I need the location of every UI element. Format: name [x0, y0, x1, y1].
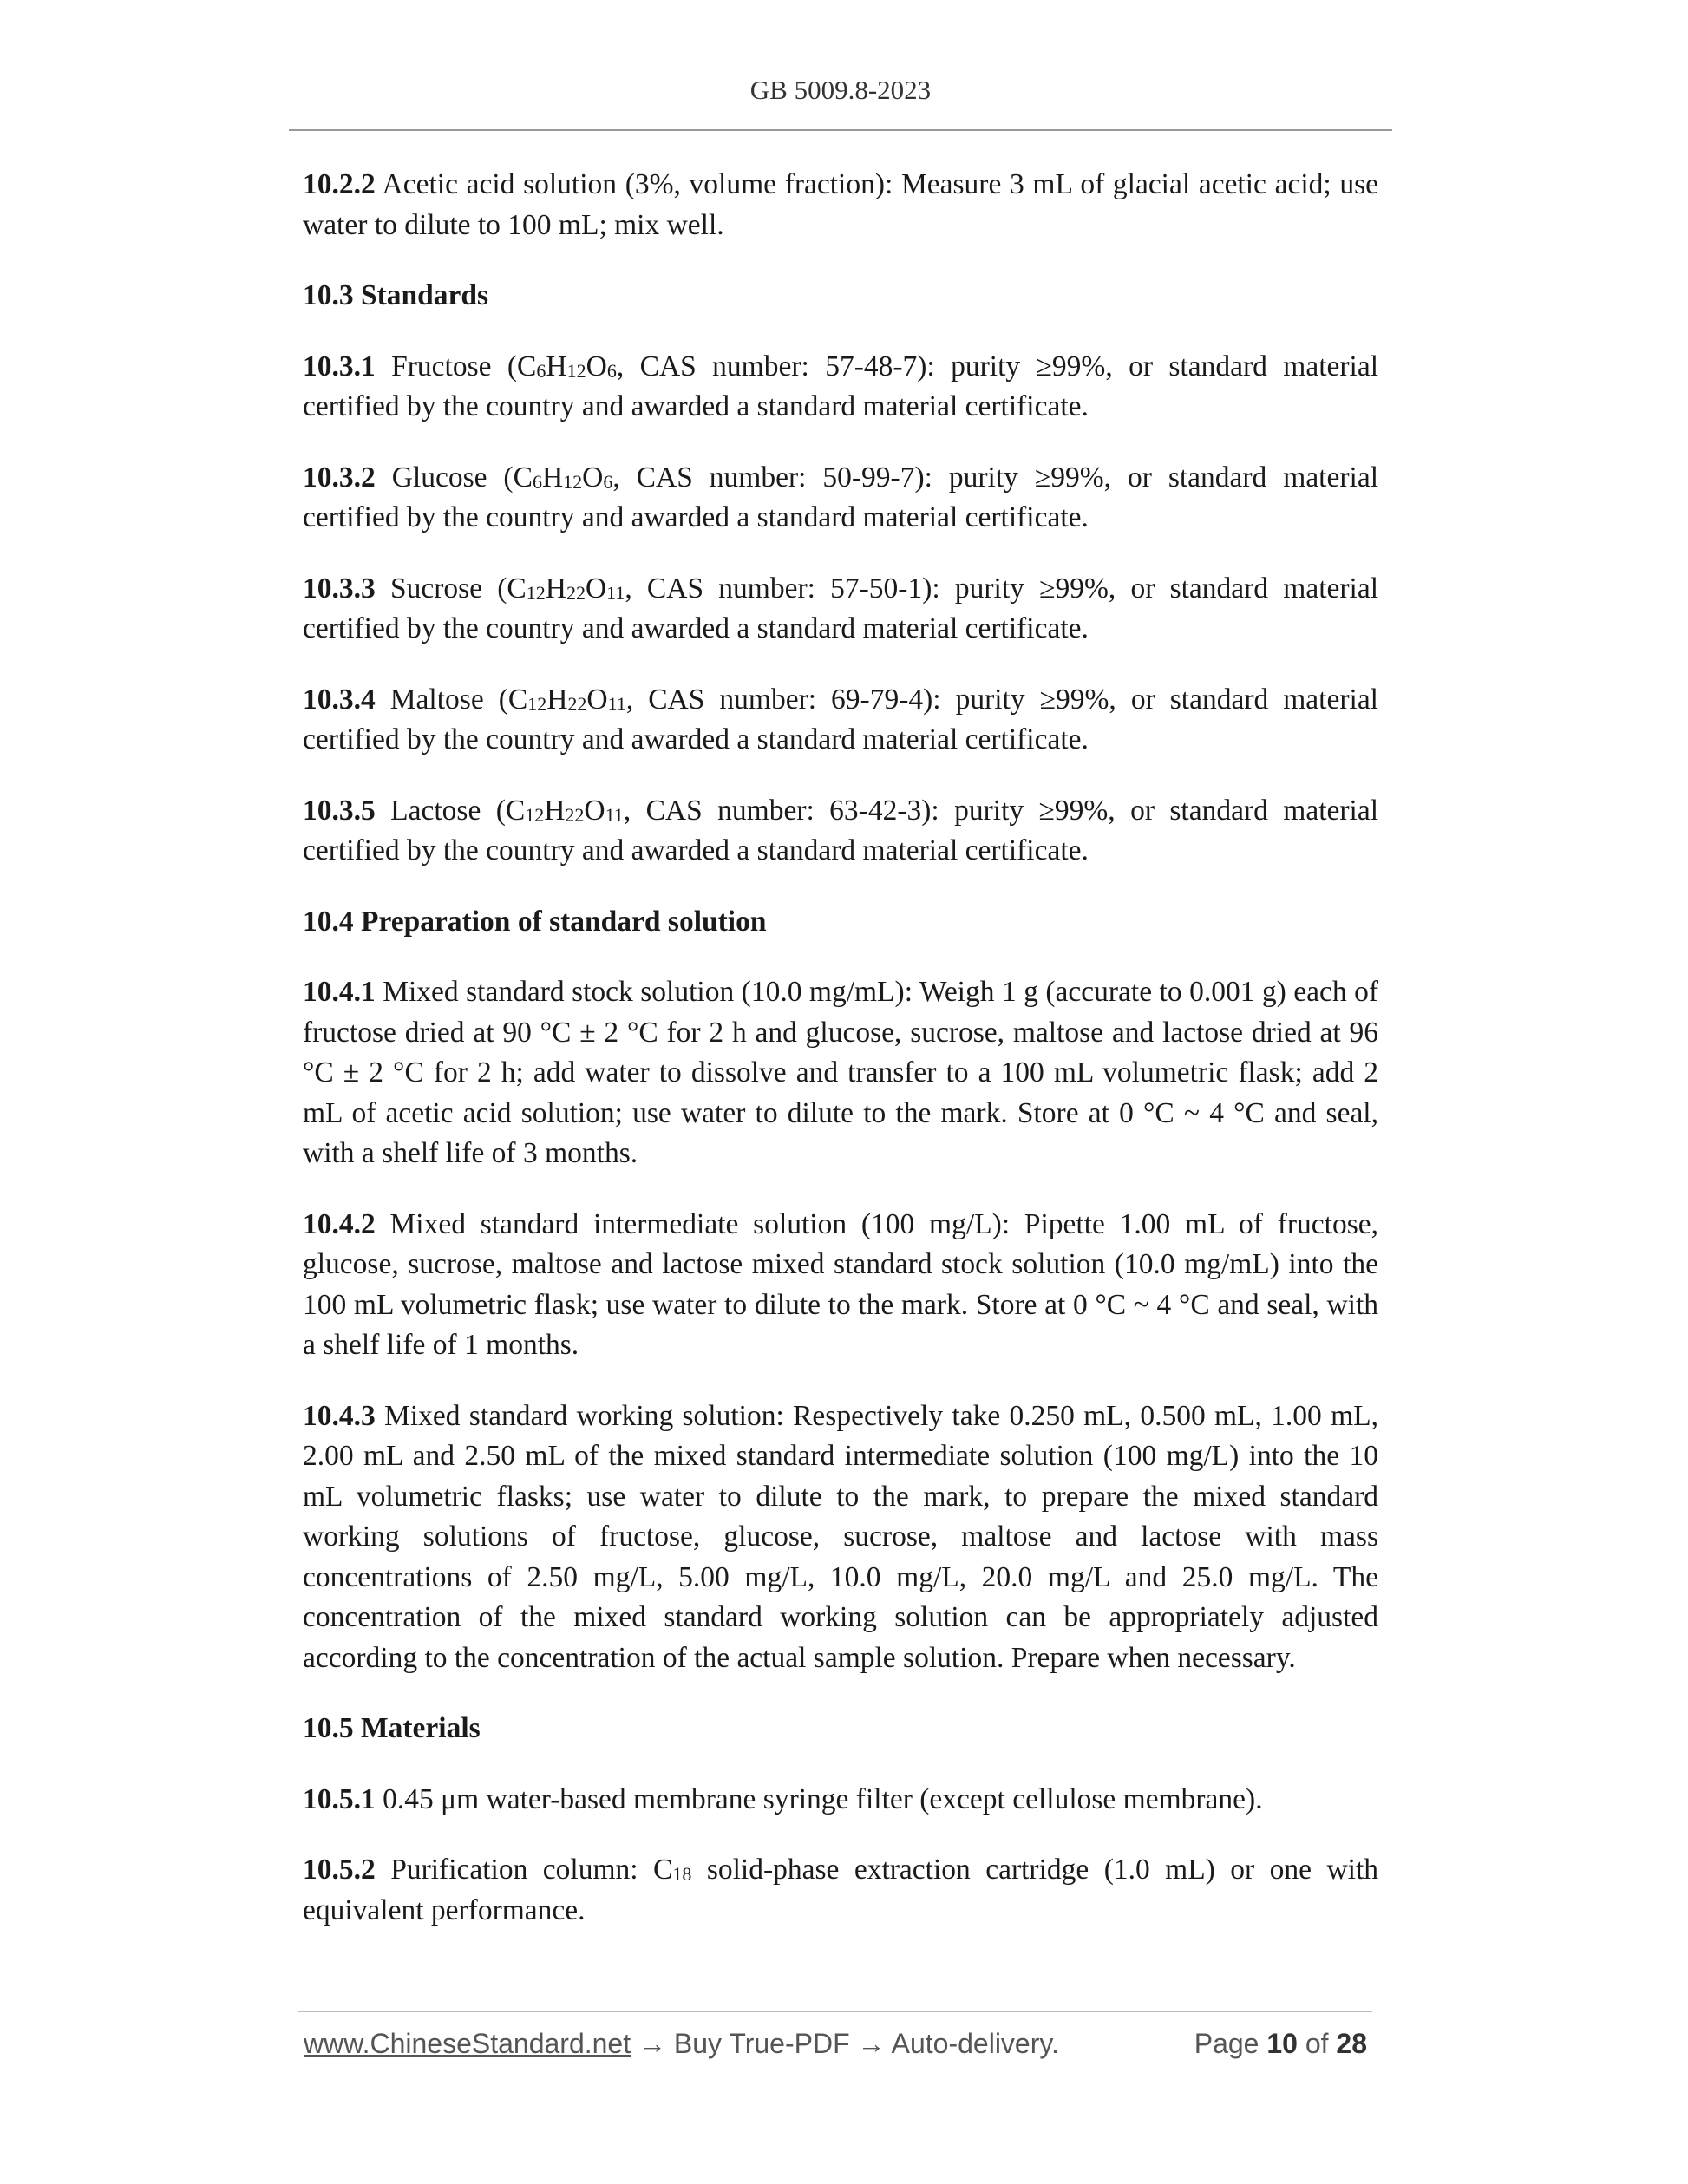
section-heading-10-3: 10.3 Standards — [303, 279, 489, 311]
formula-subscript: 12 — [527, 692, 547, 715]
clause-text: , CAS number: 57-48-7): purity ≥99%, or standard material certified by the country and awarded a standard material certificate. — [303, 350, 1379, 422]
section-heading-10-5: 10.5 Materials — [303, 1712, 481, 1744]
paragraph-10-3-4 — [303, 680, 1378, 761]
paragraph-10-4-3 — [303, 1396, 1378, 1679]
clause-number: 10.5.2 — [303, 1854, 376, 1886]
page-label: Page — [1194, 2028, 1267, 2059]
clause-text: , CAS number: 63-42-3): purity ≥99%, or standard material certified by the country and awarded a standard material certificate. — [303, 794, 1379, 866]
clause-text: Maltose (C — [375, 683, 528, 716]
formula-subscript: 12 — [525, 803, 545, 826]
formula-subscript: 11 — [607, 692, 626, 715]
page-indicator — [1194, 2028, 1367, 2060]
clause-text: Mixed standard working solution: Respectively take 0.250 mL, 0.500 mL, 1.00 mL, 2.00 mL and 2.50 mL of the mixed standard intermediate solution (100 mg/L) into the 10 mL volumetric flasks; use water to dilute to the mark, to prepare the mixed standard working solutions of fructose, glucose, sucrose, maltose and lactose with mass concentrations of 2.50 mg/L, 5.00 mg/L, 10.0 mg/L, 20.0 mg/L and 25.0 mg/L. The concentration of the mixed standard working solution can be appropriately adjusted according to the concentration of the actual sample solution. Prepare when necessary. — [303, 1399, 1378, 1674]
page-header: GB 5009.8-2023 — [749, 75, 932, 105]
paragraph-10-2-2 — [303, 165, 1378, 245]
formula-subscript: 22 — [566, 581, 586, 604]
paragraph-10-3-2 — [303, 458, 1378, 539]
formula-subscript: 12 — [563, 470, 583, 493]
formula-subscript: 12 — [566, 359, 586, 382]
clause-text: Lactose (C — [375, 794, 526, 827]
formula-element: O — [586, 683, 608, 716]
clause-number: 10.3.5 — [303, 794, 376, 827]
auto-delivery-text: Auto-delivery. — [885, 2028, 1059, 2059]
of-label: of — [1297, 2028, 1337, 2059]
clause-number: 10.2.2 — [303, 168, 376, 200]
clause-number: 10.3.2 — [303, 461, 376, 494]
clause-number: 10.5.1 — [303, 1782, 376, 1815]
formula-element: H — [546, 350, 567, 383]
paragraph-10-5-1 — [303, 1780, 1378, 1821]
formula-subscript: 11 — [605, 803, 624, 826]
clause-text: 0.45 μm water-based membrane syringe filter (except cellulose membrane). — [375, 1782, 1263, 1815]
clause-text: Mixed standard intermediate solution (100 mg/L): Pipette 1.00 mL of fructose, glucose, sucrose, maltose and lactose mixed standard stock solution (10.0 mg/mL) into the 100 mL volumetric flask; use water to dilute to the mark. Store at 0 °C ~ 4 °C and seal, with a shelf life of 1 months. — [303, 1207, 1378, 1361]
clause-text: Purification column: C — [375, 1854, 673, 1886]
formula-element: H — [545, 572, 566, 605]
clause-text: Fructose (C — [375, 350, 537, 383]
arrow-icon: → — [638, 2028, 666, 2059]
formula-subscript: 22 — [565, 803, 585, 826]
formula-subscript: 12 — [526, 581, 546, 604]
section-heading-10-4: 10.4 Preparation of standard solution — [303, 905, 767, 938]
clause-number: 10.3.4 — [303, 683, 376, 716]
formula-element: O — [582, 461, 604, 494]
clause-number: 10.4.1 — [303, 976, 376, 1008]
formula-subscript: 18 — [672, 1863, 692, 1885]
page-footer — [304, 2028, 1372, 2060]
clause-number: 10.4.3 — [303, 1399, 376, 1432]
clause-text: , CAS number: 57-50-1): purity ≥99%, or standard material certified by the country and awarded a standard material certificate. — [303, 572, 1379, 644]
formula-subscript: 6 — [536, 359, 546, 382]
formula-element: H — [541, 461, 564, 494]
header-divider — [289, 129, 1392, 131]
buy-true-pdf-text: Buy True-PDF — [666, 2028, 858, 2059]
page-number: 10 — [1266, 2028, 1298, 2059]
paragraph-10-4-2 — [303, 1205, 1378, 1366]
formula-element: O — [585, 572, 607, 605]
formula-subscript: 11 — [606, 581, 625, 604]
paragraph-10-3-1 — [303, 347, 1378, 428]
paragraph-10-3-5 — [303, 791, 1378, 872]
paragraph-10-4-1 — [303, 972, 1378, 1174]
clause-text: Mixed standard stock solution (10.0 mg/mL): Weigh 1 g (accurate to 0.001 g) each of fructose dried at 90 °C ± 2 °C for 2 h and glucose, sucrose, maltose and lactose dried at 96 °C ± 2 °C for 2 h; add water to dissolve and transfer to a 100 mL volumetric flask; add 2 mL of acetic acid solution; use water to dilute to the mark. Store at 0 °C ~ 4 °C and seal, with a shelf life of 3 months. — [303, 976, 1378, 1169]
clause-text: , CAS number: 69-79-4): purity ≥99%, or standard material certified by the country and awarded a standard material certificate. — [303, 683, 1378, 755]
paragraph-10-3-3 — [303, 569, 1378, 650]
clause-number: 10.3.1 — [303, 350, 376, 383]
clause-text: Glucose (C — [375, 461, 533, 494]
clause-text: solid-phase extraction cartridge (1.0 mL) or one with equivalent performance. — [303, 1854, 1378, 1926]
formula-subscript: 6 — [532, 470, 542, 493]
clause-number: 10.4.2 — [303, 1207, 376, 1240]
document-body — [303, 165, 1378, 1961]
page-total: 28 — [1336, 2028, 1367, 2059]
arrow-icon: → — [857, 2028, 886, 2059]
clause-number: 10.3.3 — [303, 572, 376, 605]
website-link[interactable]: www.ChineseStandard.net — [304, 2028, 631, 2059]
clause-text: Sucrose (C — [375, 572, 527, 605]
formula-element: O — [586, 350, 607, 383]
formula-subscript: 6 — [603, 470, 613, 493]
clause-text: Acetic acid solution (3%, volume fraction): Measure 3 mL of glacial acetic acid; use water to dilute to 100 mL; mix well. — [303, 168, 1378, 241]
formula-element: H — [544, 794, 566, 827]
formula-subscript: 22 — [567, 692, 587, 715]
clause-text: , CAS number: 50-99-7): purity ≥99%, or standard material certified by the country and awarded a standard material certificate. — [303, 461, 1378, 533]
footer-divider — [298, 2011, 1372, 2012]
formula-subscript: 6 — [606, 359, 617, 382]
formula-element: O — [584, 794, 605, 827]
paragraph-10-5-2 — [303, 1850, 1378, 1931]
formula-element: H — [546, 683, 568, 716]
